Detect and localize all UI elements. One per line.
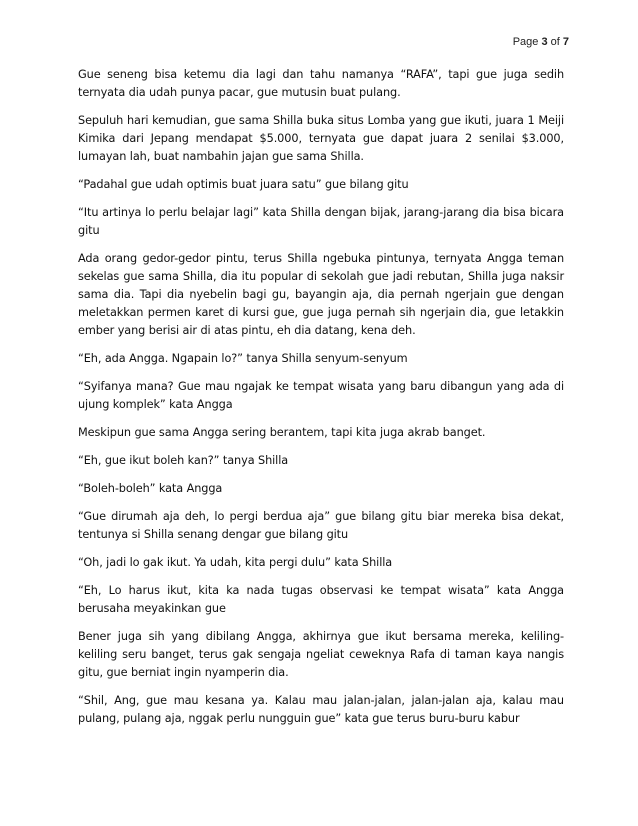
paragraph: “Padahal gue udah optimis buat juara satu” gue bilang gitu: [78, 178, 409, 191]
paragraph: “Eh, ada Angga. Ngapain lo?” tanya Shilla senyum-senyum: [78, 352, 408, 365]
page-prefix: Page: [512, 36, 542, 48]
paragraph: Gue seneng bisa ketemu dia lagi dan tahu namanya “RAFA”, tapi gue juga sedih ternyata dia udah punya pacar, gue mutusin buat pulang.: [78, 68, 564, 99]
paragraph: “Itu artinya lo perlu belajar lagi” kata Shilla dengan bijak, jarang-jarang dia bisa bicara gitu: [78, 206, 564, 237]
page-of-label: of: [547, 36, 563, 48]
paragraph: “Gue dirumah aja deh, lo pergi berdua aja” gue bilang gitu biar mereka bisa dekat, tentunya si Shilla senang dengar gue bilang gitu: [78, 510, 564, 541]
paragraph: “Oh, jadi lo gak ikut. Ya udah, kita pergi dulu” kata Shilla: [78, 556, 393, 569]
paragraph: “Boleh-boleh” kata Angga: [78, 482, 223, 495]
paragraph: “Eh, Lo harus ikut, kita ka nada tugas observasi ke tempat wisata” kata Angga berusaha meyakinkan gue: [78, 584, 564, 615]
paragraph: Bener juga sih yang dibilang Angga, akhirnya gue ikut bersama mereka, keliling-keliling seru banget, terus gak sengaja ngeliat ceweknya Rafa di taman kaya nangis gitu, gue berniat ingin nyamperin dia.: [78, 630, 564, 679]
paragraph: Meskipun gue sama Angga sering berantem, tapi kita juga akrab banget.: [78, 426, 486, 439]
total-pages-number: 7: [562, 36, 569, 48]
current-page-number: 3: [541, 36, 548, 48]
paragraph: Ada orang gedor-gedor pintu, terus Shilla ngebuka pintunya, ternyata Angga teman sekelas gue sama Shilla, dia itu popular di sekolah gue jadi rebutan, Shilla juga naksir sama dia. Tapi dia nyebelin bagi gu, bayangin aja, dia pernah ngerjain gue dengan meletakkan permen karet di kursi gue, gue juga pernah sih ngerjain dia, gue letakkin ember yang berisi air di atas pintu, eh dia datang, kena deh.: [78, 252, 564, 337]
paragraph: Sepuluh hari kemudian, gue sama Shilla buka situs Lomba yang gue ikuti, juara 1 Meiji Kimika dari Jepang mendapat $5.000, ternyata gue dapat juara 2 senilai $3.000, lumayan lah, buat nambahin jajan gue sama Shilla.: [78, 114, 564, 163]
document-body: [78, 66, 564, 738]
paragraph: “Syifanya mana? Gue mau ngajak ke tempat wisata yang baru dibangun yang ada di ujung komplek” kata Angga: [78, 380, 564, 411]
page-number: [513, 36, 569, 48]
paragraph: “Eh, gue ikut boleh kan?” tanya Shilla: [78, 454, 289, 467]
paragraph: “Shil, Ang, gue mau kesana ya. Kalau mau jalan-jalan, jalan-jalan aja, kalau mau pulang, pulang aja, nggak perlu nungguin gue” kata gue terus buru-buru kabur: [78, 694, 564, 725]
